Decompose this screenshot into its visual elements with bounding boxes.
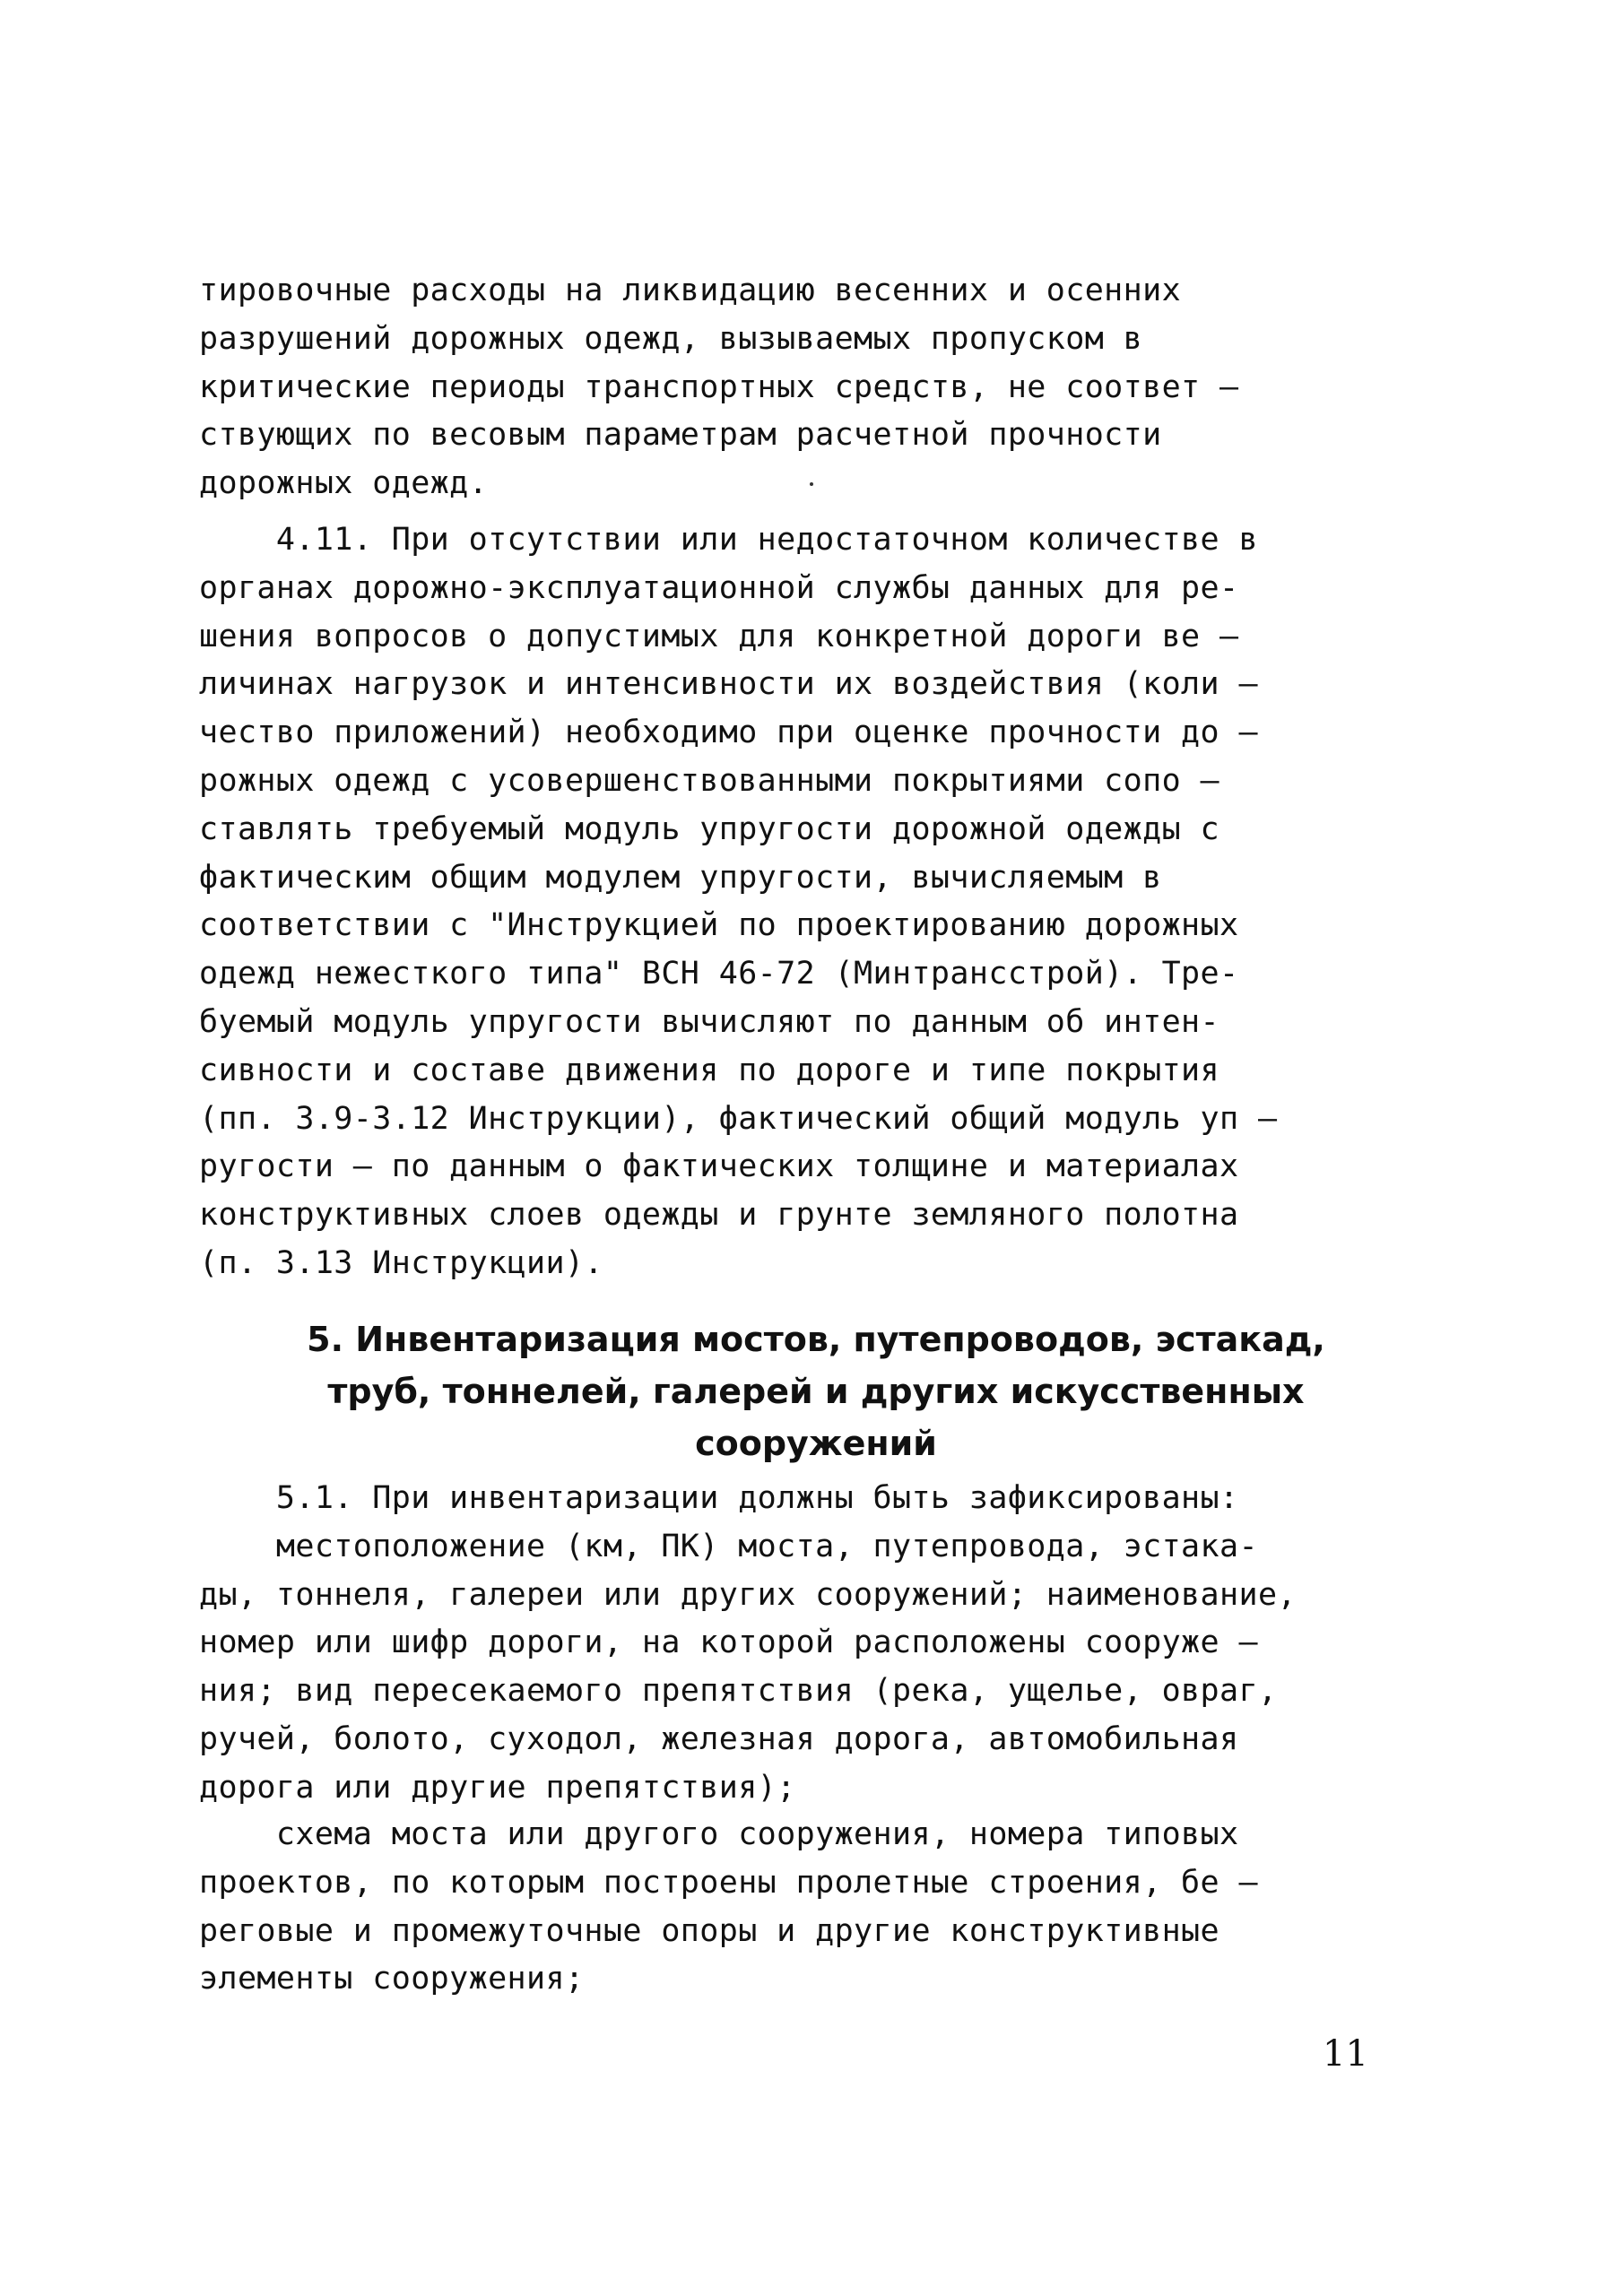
text-line: личинах нагрузок и интенсивности их воздействия (коли – (199, 666, 1258, 703)
text-line: схема моста или другого сооружения, номера типовых (199, 1816, 1239, 1852)
text-line: конструктивных слоев одежды и грунте земляного полотна (199, 1197, 1239, 1234)
text-line: шения вопросов о допустимых для конкретной дороги ве – (199, 618, 1239, 654)
paragraph-5-1 (199, 1475, 1396, 1813)
text-line: разрушений дорожных одежд, вызываемых пропуском в (199, 320, 1143, 357)
text-line: дорожных одежд. (199, 465, 489, 502)
heading-line: труб, тоннелей, галерей и других искусственных (327, 1372, 1305, 1411)
text-line: элементы сооружения; (199, 1961, 585, 1997)
text-line: дорога или другие препятствия); (199, 1769, 796, 1806)
section-heading (233, 1313, 1399, 1469)
text-line: ния; вид пересекаемого препятствия (река, ущелье, овраг, (199, 1673, 1278, 1710)
text-line: соответствии с "Инструкцией по проектированию дорожных (199, 907, 1239, 944)
scan-speck (810, 482, 813, 486)
text-line: чество приложений) необходимо при оценке прочности до – (199, 715, 1258, 751)
heading-line: сооружений (695, 1424, 937, 1463)
text-line: сивности и составе движения по дороге и типе покрытия (199, 1052, 1220, 1088)
text-line: проектов, по которым построены пролетные строения, бе – (199, 1864, 1258, 1901)
text-line: местоположение (км, ПК) моста, путепровода, эстака- (199, 1528, 1258, 1564)
text-line: рожных одежд с усовершенствованными покрытиями сопо – (199, 762, 1220, 799)
text-line: ручей, болото, суходол, железная дорога, автомобильная (199, 1720, 1239, 1757)
text-line: тировочные расходы на ликвидацию весенних и осенних (199, 273, 1182, 308)
text-line: ствующих по весовым параметрам расчетной прочности (199, 417, 1162, 454)
text-line: 5.1. При инвентаризации должны быть зафиксированы: (199, 1480, 1239, 1516)
paragraph-4-11 (199, 516, 1396, 1288)
text-line: ды, тоннеля, галереи или других сооружений; наименование, (199, 1576, 1297, 1613)
text-line: 4.11. При отсутствии или недостаточном количестве в (199, 522, 1258, 558)
text-line: фактическим общим модулем упругости, вычисляемым в (199, 859, 1162, 896)
text-line: органах дорожно-эксплуатационной службы данных для ре- (199, 569, 1239, 606)
text-line: ругости – по данным о фактических толщине и материалах (199, 1148, 1239, 1185)
text-line: номер или шифр дороги, на которой расположены сооруже – (199, 1625, 1258, 1661)
paragraph-schema (199, 1811, 1396, 2004)
page-number: 11 (1323, 2033, 1368, 2075)
text-line: реговые и промежуточные опоры и другие конструктивные (199, 1912, 1220, 1949)
paragraph-continuation (199, 267, 1396, 508)
text-line: (пп. 3.9-3.12 Инструкции), фактический общий модуль уп – (199, 1100, 1278, 1137)
text-line: буемый модуль упругости вычисляют по данным об интен- (199, 1003, 1220, 1040)
text-line: критические периоды транспортных средств, не соответ – (199, 368, 1239, 405)
text-line: одежд нежесткого типа" ВСН 46-72 (Минтрансстрой). Тре- (199, 956, 1239, 992)
text-line: ставлять требуемый модуль упругости дорожной одежды с (199, 810, 1220, 847)
text-line: (п. 3.13 Инструкции). (199, 1244, 603, 1281)
heading-line: 5. Инвентаризация мостов, путепроводов, эстакад, (307, 1320, 1325, 1359)
